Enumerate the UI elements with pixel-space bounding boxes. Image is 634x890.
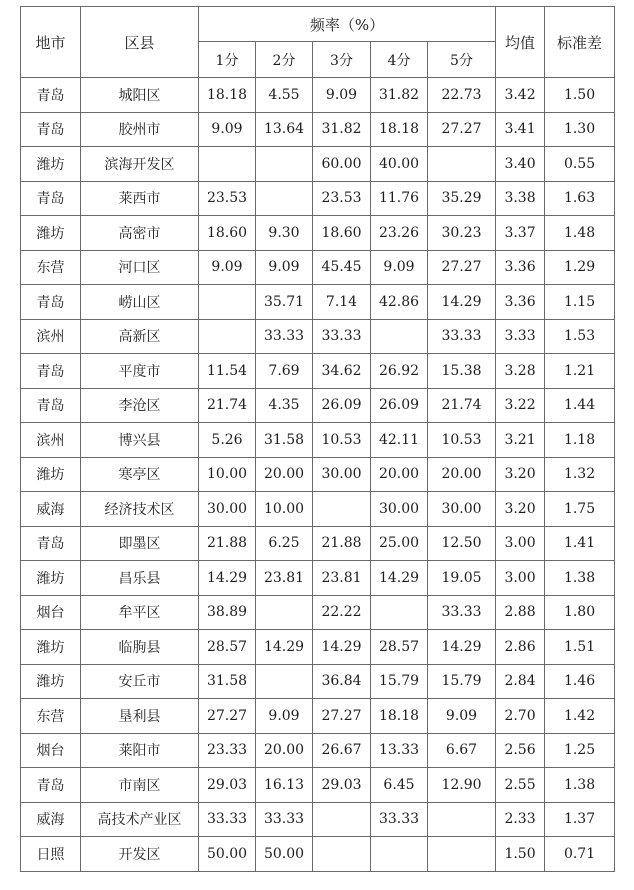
cell-county: 莱西市 bbox=[81, 181, 199, 216]
cell-freq-5: 19.05 bbox=[428, 561, 496, 596]
cell-freq-3: 45.45 bbox=[313, 250, 371, 285]
cell-freq-3: 60.00 bbox=[313, 147, 371, 182]
cell-freq-2: 6.25 bbox=[256, 526, 313, 561]
header-mean: 均值 bbox=[496, 7, 545, 78]
cell-county: 经济技术区 bbox=[81, 492, 199, 527]
cell-sd: 1.38 bbox=[545, 561, 615, 596]
cell-freq-3: 22.22 bbox=[313, 595, 371, 630]
cell-sd: 1.32 bbox=[545, 457, 615, 492]
table-row bbox=[21, 78, 615, 113]
cell-freq-3: 14.29 bbox=[313, 630, 371, 665]
cell-city: 潍坊 bbox=[21, 630, 81, 665]
cell-freq-3 bbox=[313, 837, 371, 872]
cell-freq-5 bbox=[428, 147, 496, 182]
cell-city: 青岛 bbox=[21, 388, 81, 423]
cell-county: 即墨区 bbox=[81, 526, 199, 561]
table-row bbox=[21, 733, 615, 768]
cell-county: 市南区 bbox=[81, 768, 199, 803]
cell-freq-1: 9.09 bbox=[199, 112, 256, 147]
cell-county: 开发区 bbox=[81, 837, 199, 872]
cell-freq-4: 31.82 bbox=[371, 78, 428, 113]
cell-freq-2 bbox=[256, 147, 313, 182]
cell-mean: 1.50 bbox=[496, 837, 545, 872]
header-score-3: 3分 bbox=[313, 42, 371, 78]
cell-freq-2: 31.58 bbox=[256, 423, 313, 458]
cell-freq-5: 33.33 bbox=[428, 319, 496, 354]
cell-city: 潍坊 bbox=[21, 147, 81, 182]
cell-freq-4: 25.00 bbox=[371, 526, 428, 561]
cell-city: 威海 bbox=[21, 802, 81, 837]
table-row bbox=[21, 457, 615, 492]
cell-sd: 1.30 bbox=[545, 112, 615, 147]
cell-sd: 1.75 bbox=[545, 492, 615, 527]
cell-freq-1: 18.60 bbox=[199, 216, 256, 251]
cell-freq-3: 31.82 bbox=[313, 112, 371, 147]
cell-freq-1: 18.18 bbox=[199, 78, 256, 113]
cell-freq-3: 26.67 bbox=[313, 733, 371, 768]
cell-county: 牟平区 bbox=[81, 595, 199, 630]
cell-freq-4: 23.26 bbox=[371, 216, 428, 251]
table-row bbox=[21, 147, 615, 182]
table-row bbox=[21, 630, 615, 665]
cell-mean: 2.84 bbox=[496, 664, 545, 699]
cell-freq-2: 9.09 bbox=[256, 250, 313, 285]
cell-freq-1: 31.58 bbox=[199, 664, 256, 699]
header-county: 区县 bbox=[81, 7, 199, 78]
cell-freq-1: 38.89 bbox=[199, 595, 256, 630]
cell-sd: 1.53 bbox=[545, 319, 615, 354]
header-score-4: 4分 bbox=[371, 42, 428, 78]
cell-city: 潍坊 bbox=[21, 457, 81, 492]
cell-freq-5: 14.29 bbox=[428, 285, 496, 320]
cell-city: 威海 bbox=[21, 492, 81, 527]
cell-sd: 1.18 bbox=[545, 423, 615, 458]
cell-freq-1: 50.00 bbox=[199, 837, 256, 872]
cell-freq-5: 22.73 bbox=[428, 78, 496, 113]
cell-freq-4: 18.18 bbox=[371, 699, 428, 734]
cell-freq-3: 30.00 bbox=[313, 457, 371, 492]
header-frequency: 频率（%） bbox=[199, 7, 496, 42]
cell-freq-3: 34.62 bbox=[313, 354, 371, 389]
cell-city: 青岛 bbox=[21, 112, 81, 147]
cell-freq-4: 20.00 bbox=[371, 457, 428, 492]
cell-city: 青岛 bbox=[21, 354, 81, 389]
cell-city: 东营 bbox=[21, 250, 81, 285]
cell-freq-2: 33.33 bbox=[256, 802, 313, 837]
cell-freq-2: 4.55 bbox=[256, 78, 313, 113]
cell-mean: 3.40 bbox=[496, 147, 545, 182]
cell-sd: 1.38 bbox=[545, 768, 615, 803]
cell-freq-5: 30.00 bbox=[428, 492, 496, 527]
cell-freq-1: 21.74 bbox=[199, 388, 256, 423]
cell-county: 崂山区 bbox=[81, 285, 199, 320]
table-row bbox=[21, 837, 615, 872]
header-sd: 标准差 bbox=[545, 7, 615, 78]
cell-county: 博兴县 bbox=[81, 423, 199, 458]
table-row bbox=[21, 561, 615, 596]
cell-freq-3 bbox=[313, 802, 371, 837]
cell-mean: 2.33 bbox=[496, 802, 545, 837]
cell-city: 滨州 bbox=[21, 423, 81, 458]
cell-city: 烟台 bbox=[21, 733, 81, 768]
cell-freq-5: 12.90 bbox=[428, 768, 496, 803]
cell-freq-3: 18.60 bbox=[313, 216, 371, 251]
cell-freq-2: 9.09 bbox=[256, 699, 313, 734]
cell-city: 青岛 bbox=[21, 181, 81, 216]
cell-county: 临朐县 bbox=[81, 630, 199, 665]
cell-freq-5: 15.79 bbox=[428, 664, 496, 699]
cell-freq-3: 23.81 bbox=[313, 561, 371, 596]
cell-city: 东营 bbox=[21, 699, 81, 734]
cell-freq-1: 27.27 bbox=[199, 699, 256, 734]
cell-freq-2 bbox=[256, 595, 313, 630]
cell-mean: 2.56 bbox=[496, 733, 545, 768]
cell-mean: 3.22 bbox=[496, 388, 545, 423]
cell-county: 昌乐县 bbox=[81, 561, 199, 596]
cell-freq-2: 20.00 bbox=[256, 457, 313, 492]
cell-freq-4: 40.00 bbox=[371, 147, 428, 182]
cell-freq-4: 42.86 bbox=[371, 285, 428, 320]
cell-freq-1: 23.53 bbox=[199, 181, 256, 216]
header-score-5: 5分 bbox=[428, 42, 496, 78]
cell-freq-5: 30.23 bbox=[428, 216, 496, 251]
cell-freq-2: 16.13 bbox=[256, 768, 313, 803]
cell-city: 烟台 bbox=[21, 595, 81, 630]
cell-freq-3: 9.09 bbox=[313, 78, 371, 113]
cell-mean: 3.37 bbox=[496, 216, 545, 251]
cell-freq-3: 33.33 bbox=[313, 319, 371, 354]
cell-mean: 3.33 bbox=[496, 319, 545, 354]
cell-freq-3: 23.53 bbox=[313, 181, 371, 216]
cell-freq-2: 7.69 bbox=[256, 354, 313, 389]
cell-city: 青岛 bbox=[21, 768, 81, 803]
table-row bbox=[21, 285, 615, 320]
cell-city: 青岛 bbox=[21, 78, 81, 113]
cell-freq-3: 36.84 bbox=[313, 664, 371, 699]
cell-freq-4: 30.00 bbox=[371, 492, 428, 527]
cell-mean: 2.70 bbox=[496, 699, 545, 734]
header-row-top bbox=[21, 7, 615, 42]
cell-county: 莱阳市 bbox=[81, 733, 199, 768]
table-row bbox=[21, 595, 615, 630]
cell-freq-4: 42.11 bbox=[371, 423, 428, 458]
cell-freq-5: 10.53 bbox=[428, 423, 496, 458]
table-row bbox=[21, 423, 615, 458]
header-city: 地市 bbox=[21, 7, 81, 78]
cell-sd: 1.25 bbox=[545, 733, 615, 768]
table-row bbox=[21, 526, 615, 561]
cell-freq-4: 14.29 bbox=[371, 561, 428, 596]
cell-freq-4: 6.45 bbox=[371, 768, 428, 803]
cell-freq-1: 10.00 bbox=[199, 457, 256, 492]
cell-freq-5: 27.27 bbox=[428, 112, 496, 147]
cell-freq-4: 26.09 bbox=[371, 388, 428, 423]
cell-city: 潍坊 bbox=[21, 664, 81, 699]
cell-freq-2: 35.71 bbox=[256, 285, 313, 320]
cell-mean: 3.36 bbox=[496, 285, 545, 320]
table-row bbox=[21, 216, 615, 251]
cell-city: 青岛 bbox=[21, 526, 81, 561]
cell-freq-2: 9.30 bbox=[256, 216, 313, 251]
table-row bbox=[21, 802, 615, 837]
cell-freq-2 bbox=[256, 181, 313, 216]
cell-mean: 3.41 bbox=[496, 112, 545, 147]
cell-county: 高新区 bbox=[81, 319, 199, 354]
cell-freq-5: 33.33 bbox=[428, 595, 496, 630]
cell-sd: 1.80 bbox=[545, 595, 615, 630]
cell-freq-2 bbox=[256, 664, 313, 699]
cell-sd: 1.63 bbox=[545, 181, 615, 216]
cell-freq-3: 27.27 bbox=[313, 699, 371, 734]
cell-county: 胶州市 bbox=[81, 112, 199, 147]
cell-freq-4: 26.92 bbox=[371, 354, 428, 389]
table-row bbox=[21, 250, 615, 285]
table-row bbox=[21, 319, 615, 354]
cell-sd: 1.41 bbox=[545, 526, 615, 561]
cell-freq-2: 20.00 bbox=[256, 733, 313, 768]
cell-freq-2: 10.00 bbox=[256, 492, 313, 527]
cell-freq-1: 21.88 bbox=[199, 526, 256, 561]
header-score-2: 2分 bbox=[256, 42, 313, 78]
cell-freq-5: 21.74 bbox=[428, 388, 496, 423]
table-row bbox=[21, 388, 615, 423]
table-row bbox=[21, 112, 615, 147]
cell-sd: 1.29 bbox=[545, 250, 615, 285]
cell-sd: 1.15 bbox=[545, 285, 615, 320]
cell-freq-5: 15.38 bbox=[428, 354, 496, 389]
cell-mean: 3.42 bbox=[496, 78, 545, 113]
cell-freq-2: 4.35 bbox=[256, 388, 313, 423]
table-row bbox=[21, 492, 615, 527]
cell-mean: 2.88 bbox=[496, 595, 545, 630]
data-table bbox=[20, 6, 615, 872]
cell-mean: 3.28 bbox=[496, 354, 545, 389]
cell-county: 安丘市 bbox=[81, 664, 199, 699]
cell-freq-5 bbox=[428, 837, 496, 872]
cell-mean: 3.00 bbox=[496, 561, 545, 596]
cell-freq-3: 21.88 bbox=[313, 526, 371, 561]
cell-freq-1: 30.00 bbox=[199, 492, 256, 527]
cell-freq-2: 33.33 bbox=[256, 319, 313, 354]
cell-county: 河口区 bbox=[81, 250, 199, 285]
cell-county: 高技术产业区 bbox=[81, 802, 199, 837]
cell-freq-1 bbox=[199, 285, 256, 320]
cell-freq-1: 29.03 bbox=[199, 768, 256, 803]
cell-county: 平度市 bbox=[81, 354, 199, 389]
cell-freq-5: 12.50 bbox=[428, 526, 496, 561]
cell-freq-5: 35.29 bbox=[428, 181, 496, 216]
table-row bbox=[21, 181, 615, 216]
table-row bbox=[21, 768, 615, 803]
table-body bbox=[21, 78, 615, 872]
cell-city: 潍坊 bbox=[21, 216, 81, 251]
cell-county: 寒亭区 bbox=[81, 457, 199, 492]
cell-county: 高密市 bbox=[81, 216, 199, 251]
cell-sd: 1.48 bbox=[545, 216, 615, 251]
cell-mean: 3.36 bbox=[496, 250, 545, 285]
cell-freq-4: 9.09 bbox=[371, 250, 428, 285]
cell-county: 垦利县 bbox=[81, 699, 199, 734]
header-score-1: 1分 bbox=[199, 42, 256, 78]
cell-freq-1: 9.09 bbox=[199, 250, 256, 285]
cell-sd: 1.37 bbox=[545, 802, 615, 837]
table-row bbox=[21, 699, 615, 734]
cell-freq-1: 5.26 bbox=[199, 423, 256, 458]
cell-freq-5: 20.00 bbox=[428, 457, 496, 492]
cell-freq-1: 33.33 bbox=[199, 802, 256, 837]
cell-sd: 1.42 bbox=[545, 699, 615, 734]
cell-freq-3 bbox=[313, 492, 371, 527]
cell-freq-5 bbox=[428, 802, 496, 837]
cell-mean: 2.55 bbox=[496, 768, 545, 803]
cell-mean: 3.20 bbox=[496, 457, 545, 492]
cell-freq-4 bbox=[371, 595, 428, 630]
cell-freq-4: 11.76 bbox=[371, 181, 428, 216]
cell-freq-1: 28.57 bbox=[199, 630, 256, 665]
cell-freq-1 bbox=[199, 147, 256, 182]
cell-freq-4 bbox=[371, 837, 428, 872]
cell-freq-1: 23.33 bbox=[199, 733, 256, 768]
cell-city: 日照 bbox=[21, 837, 81, 872]
cell-freq-5: 27.27 bbox=[428, 250, 496, 285]
cell-freq-5: 14.29 bbox=[428, 630, 496, 665]
cell-freq-1 bbox=[199, 319, 256, 354]
cell-freq-3: 26.09 bbox=[313, 388, 371, 423]
cell-freq-5: 9.09 bbox=[428, 699, 496, 734]
cell-mean: 3.00 bbox=[496, 526, 545, 561]
cell-freq-5: 6.67 bbox=[428, 733, 496, 768]
cell-freq-2: 13.64 bbox=[256, 112, 313, 147]
cell-sd: 1.46 bbox=[545, 664, 615, 699]
cell-freq-4: 18.18 bbox=[371, 112, 428, 147]
cell-city: 滨州 bbox=[21, 319, 81, 354]
cell-county: 滨海开发区 bbox=[81, 147, 199, 182]
cell-mean: 3.20 bbox=[496, 492, 545, 527]
cell-freq-3: 7.14 bbox=[313, 285, 371, 320]
cell-sd: 1.21 bbox=[545, 354, 615, 389]
cell-sd: 0.55 bbox=[545, 147, 615, 182]
cell-sd: 1.50 bbox=[545, 78, 615, 113]
table-row bbox=[21, 664, 615, 699]
cell-mean: 3.38 bbox=[496, 181, 545, 216]
cell-freq-4 bbox=[371, 319, 428, 354]
cell-sd: 1.44 bbox=[545, 388, 615, 423]
cell-county: 李沧区 bbox=[81, 388, 199, 423]
cell-sd: 0.71 bbox=[545, 837, 615, 872]
cell-sd: 1.51 bbox=[545, 630, 615, 665]
cell-freq-2: 14.29 bbox=[256, 630, 313, 665]
cell-county: 城阳区 bbox=[81, 78, 199, 113]
cell-mean: 3.21 bbox=[496, 423, 545, 458]
cell-mean: 2.86 bbox=[496, 630, 545, 665]
cell-freq-4: 33.33 bbox=[371, 802, 428, 837]
cell-freq-2: 50.00 bbox=[256, 837, 313, 872]
cell-freq-1: 14.29 bbox=[199, 561, 256, 596]
cell-freq-3: 29.03 bbox=[313, 768, 371, 803]
cell-freq-4: 15.79 bbox=[371, 664, 428, 699]
table-row bbox=[21, 354, 615, 389]
cell-freq-2: 23.81 bbox=[256, 561, 313, 596]
cell-freq-3: 10.53 bbox=[313, 423, 371, 458]
cell-city: 潍坊 bbox=[21, 561, 81, 596]
cell-freq-1: 11.54 bbox=[199, 354, 256, 389]
cell-freq-4: 28.57 bbox=[371, 630, 428, 665]
cell-city: 青岛 bbox=[21, 285, 81, 320]
cell-freq-4: 13.33 bbox=[371, 733, 428, 768]
